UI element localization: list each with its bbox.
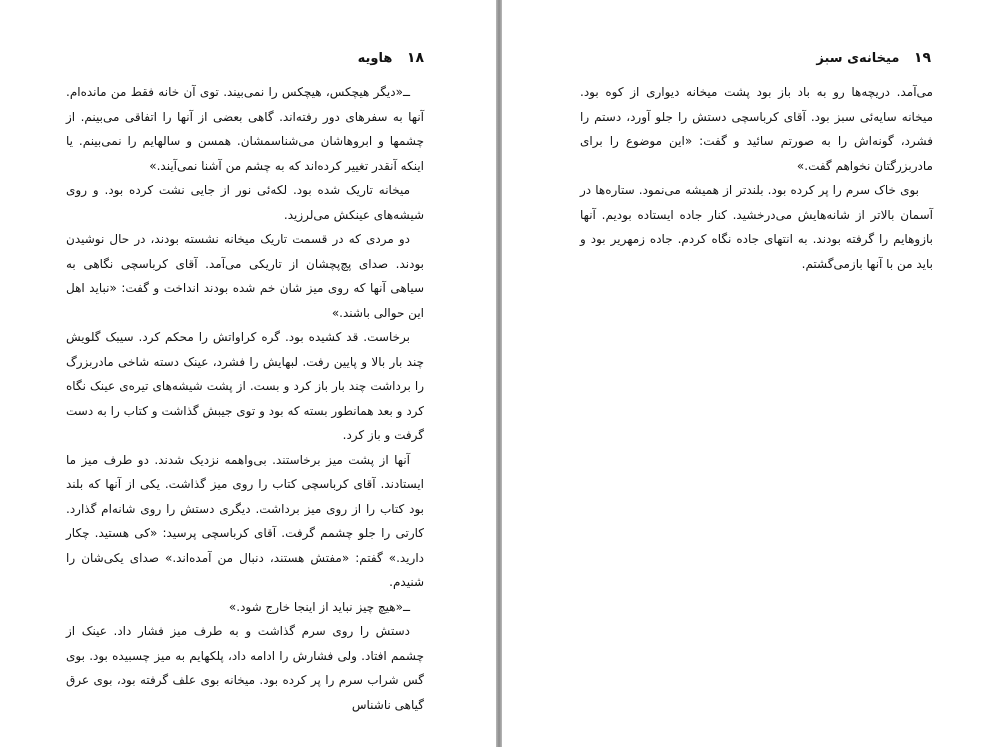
paragraph: برخاست. قد کشیده بود. گره کراواتش را محکم کرد. سیبک گلویش چند بار بالا و پایین رفت. لبهایش را فشرد، عینک دسته شاخی مادربزرگ را برداشت چند بار باز کرد و بست. از پشت شیشه‌های تیره‌ی عینک نگاه کرد و بعد همانطور بسته که بود و توی جیبش گذاشت و کتاب را به دست گرفت و باز کرد. xyxy=(66,330,424,442)
right-page-body xyxy=(580,80,933,276)
right-page-header xyxy=(816,50,931,70)
page-number: ۱۸ xyxy=(406,50,424,66)
right-page xyxy=(502,0,999,747)
paragraph: بوی خاک سرم را پر کرده بود. بلندتر از همیشه می‌نمود. ستاره‌ها در آسمان بالاتر از شانه‌هایش می‌درخشید. کنار جاده ایستاده بودیم. آنها بازوهایم را گرفته بودند. به انتهای جاده نگاه کردم. جاده زمهریر بود و باید من با آنها بازمی‌گشتم. xyxy=(580,183,933,271)
left-page-body xyxy=(66,80,424,717)
running-title: هاویه xyxy=(357,51,393,66)
page-number: ۱۹ xyxy=(913,50,931,66)
running-title: میخانه‌ی سبز xyxy=(816,51,900,66)
paragraph: می‌آمد. دریچه‌ها رو به باد باز بود پشت میخانه دیواری از کوه بود. میخانه سایه‌ئی سبز بود. آقای کرباسچی دستش را جلو آورد، دستم را فشرد، گونه‌اش را به صورتم سائید و گفت: «این موضوع را برای مادربزرگتان نخواهم گفت.» xyxy=(580,85,933,173)
paragraph: آنها از پشت میز برخاستند. بی‌واهمه نزدیک شدند. دو طرف میز ما ایستادند. آقای کرباسچی کتاب را روی میز گذاشت. یکی از آنها که بلند بود کتاب را از روی میز برداشت. دیگری دستش را روی شانه‌ام گذارد. کارتی را جلو چشمم گرفت. آقای کرباسچی پرسید: «کی هستید. چکار دارید.» گفتم: «مفتش هستند، دنبال من آمده‌اند.» صدای یکی‌شان را شنیدم. xyxy=(66,452,424,589)
paragraph: دو مردی که در قسمت تاریک میخانه نشسته بودند، در حال نوشیدن بودند. صدای پچ‌پچشان از تاریکی می‌آمد. آقای کرباسچی نگاهی به سیاهی آنها که روی میز شان خم شده بودند انداخت و گفت: «نباید اهل این حوالی باشند.» xyxy=(66,232,424,320)
paragraph: میخانه تاریک شده بود. لکه‌ئی نور از جایی نشت کرده بود. و روی شیشه‌های عینکش می‌لرزید. xyxy=(66,183,424,222)
paragraph: ــ«هیچ چیز نباید از اینجا خارج شود.» xyxy=(228,599,410,614)
left-page-header xyxy=(358,50,424,70)
left-page xyxy=(0,0,496,747)
book-gutter xyxy=(496,0,502,747)
paragraph: ــ«دیگر هیچکس، هیچکس را نمی‌بیند. توی آن خانه فقط من مانده‌ام. آنها به سفرهای دور رفته‌اند. گاهی بعضی از آنها را اتفاقی می‌بینم. از چشمها و ابروهاشان می‌شناسمشان. همسن و سالهایم را نمی‌بینم. یا اینکه آنقدر تغییر کرده‌اند که به چشم من آشنا نمی‌آیند.» xyxy=(66,85,424,173)
paragraph: دستش را روی سرم گذاشت و به طرف میز فشار داد. عینک از چشمم افتاد. ولی فشارش را ادامه داد، پلکهایم به میز چسبیده بود. بوی گس شراب سرم را پر کرده بود. میخانه بوی علف گرفته بود، بوی عرق گیاهی ناشناس xyxy=(66,624,424,712)
